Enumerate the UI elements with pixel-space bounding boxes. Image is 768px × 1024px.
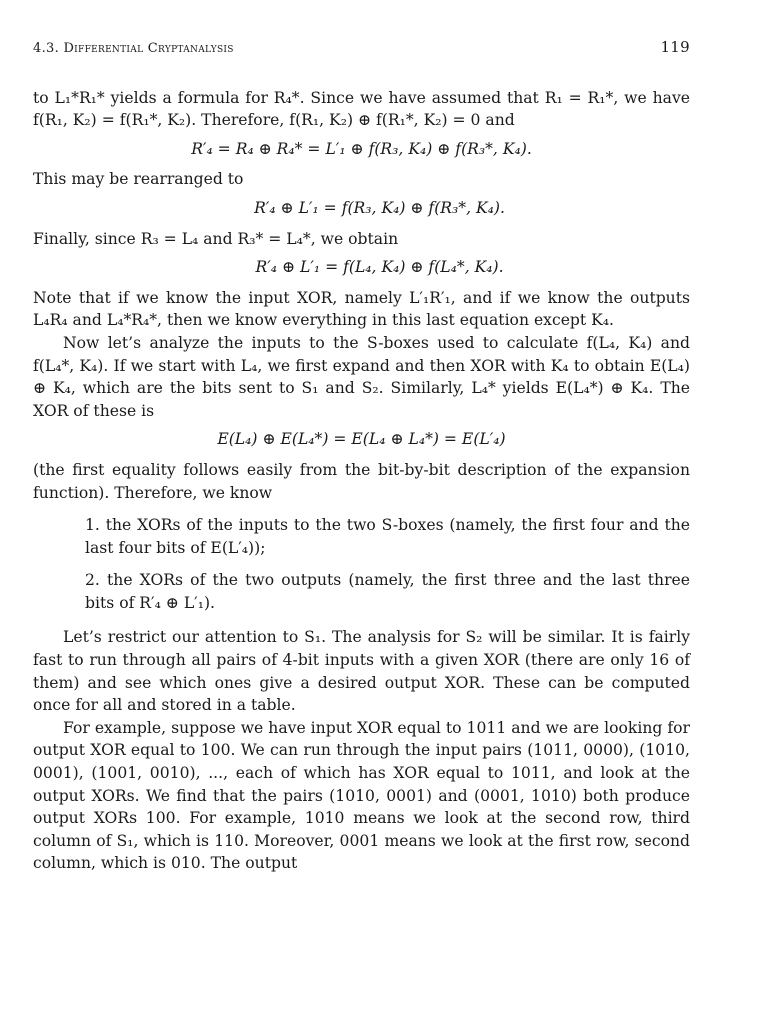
paragraph-1: to L₁*R₁* yields a formula for R₄*. Since we have assumed that R₁ = R₁*, we have f(R₁, K₂) = f(R₁*, K₂). Therefore, f(R₁, K₂) ⊕ f(R₁*, K₂) = 0 and <box>33 88 690 130</box>
equation-2: R′₄ ⊕ L′₁ = f(R₃, K₄) ⊕ f(R₃*, K₄). <box>254 198 505 217</box>
list-item: 1. the XORs of the inputs to the two S-boxes (namely, the first four and the last four bits of E(L′₄)); <box>85 516 690 557</box>
equation-3: R′₄ ⊕ L′₁ = f(L₄, K₄) ⊕ f(L₄*, K₄). <box>255 258 504 277</box>
known-quantities-list <box>33 514 690 614</box>
paragraph-6: (the first equality follows easily from the bit-by-bit description of the expansion function). Therefore, we know <box>33 460 690 502</box>
section-title: Differential Cryptanalysis <box>63 41 234 56</box>
section-heading <box>33 38 234 61</box>
paragraph-4: Note that if we know the input XOR, namely L′₁R′₁, and if we know the outputs L₄R₄ and L₄*R₄*, then we know everything in this last equation except K₄. <box>33 288 690 330</box>
paragraph-3: Finally, since R₃ = L₄ and R₃* = L₄*, we obtain <box>33 229 399 248</box>
equation-4: E(L₄) ⊕ E(L₄*) = E(L₄ ⊕ L₄*) = E(L′₄) <box>217 430 506 449</box>
paragraph-2: This may be rearranged to <box>33 170 244 189</box>
equation-1: R′₄ = R₄ ⊕ R₄* = L′₁ ⊕ f(R₃, K₄) ⊕ f(R₃*, K₄). <box>191 139 532 158</box>
paragraph-8: For example, suppose we have input XOR equal to 1011 and we are looking for output XOR equal to 100. We can run through the input pairs (1011, 0000), (1010, 0001), (1001, 0010), ..., each of which has XOR equal to 1011, and look at the output XORs. We find that the pairs (1010, 0001) and (0001, 1010) both produce output XORs 100. For example, 1010 means we look at the second row, third column of S₁, which is 110. Moreover, 0001 means we look at the first row, second column, which is 010. The output <box>33 718 690 873</box>
list-item: 2. the XORs of the two outputs (namely, the first three and the last three bits of R′₄ ⊕ L′₁). <box>85 571 690 612</box>
page-number: 119 <box>660 38 690 56</box>
paragraph-5: Now let’s analyze the inputs to the S-boxes used to calculate f(L₄, K₄) and f(L₄*, K₄). If we start with L₄, we first expand and then XOR with K₄ to obtain E(L₄) ⊕ K₄, which are the bits sent to S₁ and S₂. Similarly, L₄* yields E(L₄*) ⊕ K₄. The XOR of these is <box>33 333 690 420</box>
running-head <box>33 36 690 61</box>
paragraph-7: Let’s restrict our attention to S₁. The analysis for S₂ will be similar. It is fairly fast to run through all pairs of 4-bit inputs with a given XOR (there are only 16 of them) and see which ones give a desired output XOR. These can be computed once for all and stored in a table. <box>33 628 690 715</box>
section-number: 4.3. <box>33 41 60 56</box>
